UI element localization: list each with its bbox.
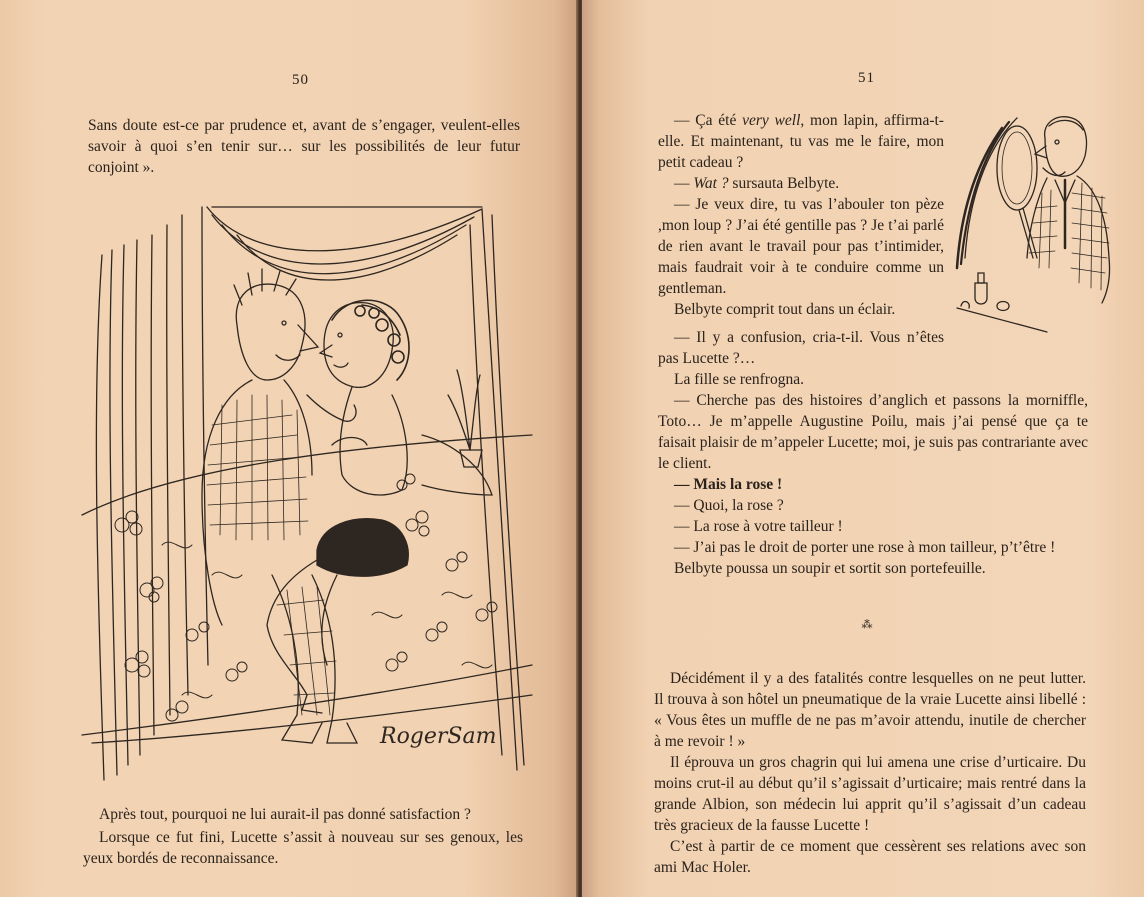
paragraph: Il éprouva un gros chagrin qui lui amena une crise d’urticaire. Du moins crut-il au début qu’il s’agissait d’urticaire; mais rentré dans la grande Albion, son médecin lui apprit qu’il s’agissait d’un cadeau très gracieux de la fausse Lucette ! bbox=[654, 754, 1086, 834]
paragraph: — J’ai pas le droit de porter une rose à mon tailleur, p’t’être ! bbox=[674, 539, 1056, 556]
bottom-paragraphs bbox=[83, 804, 523, 869]
paragraph: Après tout, pourquoi ne lui aurait-il pas donné satisfaction ? bbox=[99, 806, 471, 823]
paragraph: Lorsque ce fut fini, Lucette s’assit à nouveau sur ses genoux, les yeux bordés de reconnaissance. bbox=[83, 829, 523, 867]
paragraph: — Quoi, la rose ? bbox=[674, 497, 784, 514]
paragraph: Décidément il y a des fatalités contre lesquelles on ne peut lutter. Il trouva à son hôtel un pneumatique de la vraie Lucette ainsi libellé : « Vous êtes un muffle de ne pas m’avoir attendu, inutile de chercher à me revoir ! » bbox=[654, 670, 1086, 750]
right-page bbox=[582, 0, 1144, 897]
closing-text bbox=[654, 668, 1086, 878]
paragraph: — Il y a confusion, cria-t-il. Vous n’êtes pas Lucette ?… bbox=[658, 329, 944, 367]
paragraph: — Ça été very well, mon lapin, affirma-t-elle. Et maintenant, tu vas me le faire, mon petit cadeau ? bbox=[658, 112, 944, 171]
paragraph: C’est à partir de ce moment que cessèrent ses relations avec son ami Mac Holer. bbox=[654, 838, 1086, 876]
couple-illustration bbox=[62, 195, 538, 785]
paragraph: La fille se renfrogna. bbox=[674, 371, 804, 388]
section-separator: ⁂ bbox=[861, 619, 873, 631]
page-number: 51 bbox=[858, 70, 875, 86]
dialogue-wrapped-text bbox=[658, 110, 944, 320]
paragraph: Belbyte comprit tout dans un éclair. bbox=[674, 301, 896, 318]
top-paragraph: Sans doute est-ce par prudence et, avant de s’engager, veulent-elles savoir à quoi s’en tenir sur… sur les possibilités de leur futur conjoint ». bbox=[88, 117, 520, 176]
paragraph-bold: — Mais la rose ! bbox=[674, 476, 783, 493]
paragraph: — La rose à votre tailleur ! bbox=[674, 518, 843, 535]
paragraph: Belbyte poussa un soupir et sortit son portefeuille. bbox=[674, 560, 986, 577]
dialogue-text bbox=[658, 327, 1088, 579]
paragraph: — Je veux dire, tu vas l’abouler ton pèze ,mon loup ? J’ai été gentille pas ? Je t’ai parlé de rien avant le travail pour pas t’intimider, mais faudrait voir à te conduire comme un gentleman. bbox=[658, 196, 944, 297]
paragraph: — Wat ? sursauta Belbyte. bbox=[674, 175, 840, 192]
man-with-mirror-illustration bbox=[947, 108, 1144, 333]
illustration-signature: RogerSam bbox=[380, 724, 497, 749]
page-number: 50 bbox=[292, 72, 309, 88]
paragraph: — Cherche pas des histoires d’anglich et passons la morniffle, Toto… Je m’appelle Augustine Poilu, mais j’ai pensé que ça te faisait plaisir de m’appeler Lucette; moi, je suis pas contrariante avec le client. bbox=[658, 392, 1088, 472]
